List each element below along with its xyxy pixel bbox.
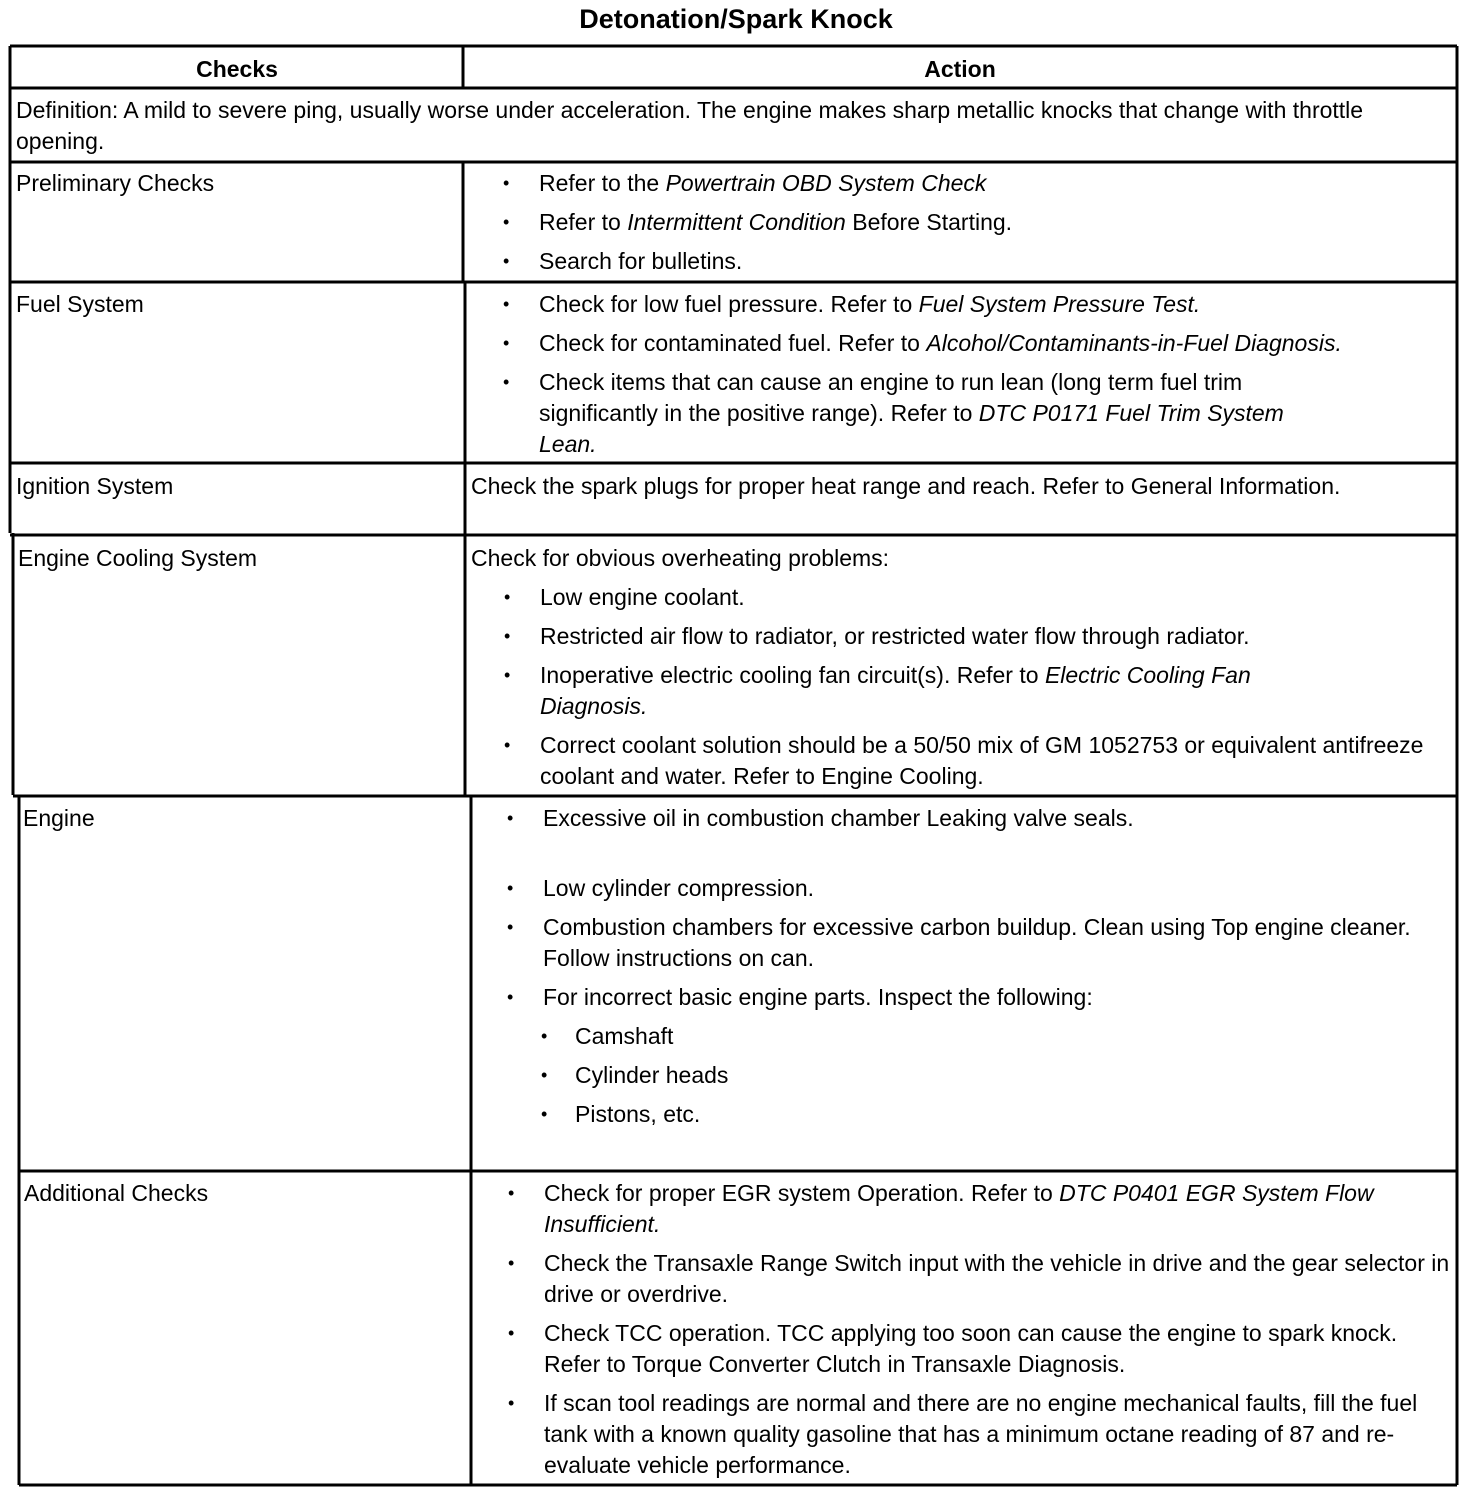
- list-item: • Combustion chambers for excessive carbon buildup. Clean using Top engine cleaner. Follow instructions on can.: [507, 912, 1442, 974]
- preliminary-actions: [503, 168, 1443, 285]
- page-title: Detonation/Spark Knock: [579, 4, 893, 34]
- header-action: Action: [924, 56, 996, 82]
- row-label-ignition: Ignition System: [16, 473, 174, 499]
- row-label-cooling: Engine Cooling System: [18, 545, 258, 571]
- additional-actions: [508, 1178, 1453, 1489]
- cooling-actions: [471, 543, 1451, 800]
- sub-list-item: • Camshaft: [541, 1021, 1442, 1052]
- list-item: • Check TCC operation. TCC applying too soon can cause the engine to spark knock. Refer to Torque Converter Clutch in Transaxle Diagnosis.: [508, 1318, 1453, 1380]
- list-item: • Correct coolant solution should be a 50/50 mix of GM 1052753 or equivalent antifreeze coolant and water. Refer to Engine Cooling.: [504, 730, 1451, 792]
- list-item: • Check the Transaxle Range Switch input with the vehicle in drive and the gear selector in drive or overdrive.: [508, 1248, 1453, 1310]
- row-label-engine: Engine: [23, 805, 95, 831]
- list-item: • If scan tool readings are normal and there are no engine mechanical faults, fill the fuel tank with a known quality gasoline that has a minimum octane reading of 87 and re-evaluate vehicle performance.: [508, 1388, 1453, 1481]
- definition-text: Definition: A mild to severe ping, usually worse under acceleration. The engine makes sharp metallic knocks that change with throttle opening.: [16, 97, 1364, 154]
- list-item: • Excessive oil in combustion chamber Leaking valve seals.: [507, 803, 1442, 834]
- row-label-additional: Additional Checks: [24, 1180, 209, 1206]
- list-item: • Check for proper EGR system Operation. Refer to DTC P0401 EGR System Flow Insufficient.: [508, 1178, 1453, 1240]
- list-item: • Refer to the Powertrain OBD System Check: [503, 168, 1443, 199]
- header-checks: Checks: [196, 56, 278, 82]
- list-item: • Low cylinder compression.: [507, 873, 1442, 904]
- list-item: • For incorrect basic engine parts. Inspect the following:: [507, 982, 1442, 1013]
- row-label-fuel: Fuel System: [16, 291, 144, 317]
- ignition-action: Check the spark plugs for proper heat range and reach. Refer to General Information.: [471, 473, 1341, 499]
- list-item: • Check for low fuel pressure. Refer to Fuel System Pressure Test.: [503, 289, 1448, 320]
- list-item: • Refer to Intermittent Condition Before Starting.: [503, 207, 1443, 238]
- engine-actions: [507, 803, 1442, 1138]
- list-item: • Check items that can cause an engine to run lean (long term fuel trim significantly in the positive range). Refer to DTC P0171 Fuel Trim System Lean.: [503, 367, 1339, 460]
- list-item: • Inoperative electric cooling fan circuit(s). Refer to Electric Cooling Fan Diagnosis.: [504, 660, 1360, 722]
- sub-list-item: • Cylinder heads: [541, 1060, 1442, 1091]
- fuel-actions: [503, 289, 1448, 468]
- sub-list-item: • Pistons, etc.: [541, 1099, 1442, 1130]
- cooling-intro: Check for obvious overheating problems:: [471, 545, 890, 571]
- list-item: • Restricted air flow to radiator, or restricted water flow through radiator.: [504, 621, 1451, 652]
- list-item: • Low engine coolant.: [504, 582, 1451, 613]
- list-item: • Check for contaminated fuel. Refer to Alcohol/Contaminants-in-Fuel Diagnosis.: [503, 328, 1448, 359]
- row-label-preliminary: Preliminary Checks: [16, 170, 215, 196]
- list-item: • Search for bulletins.: [503, 246, 1443, 277]
